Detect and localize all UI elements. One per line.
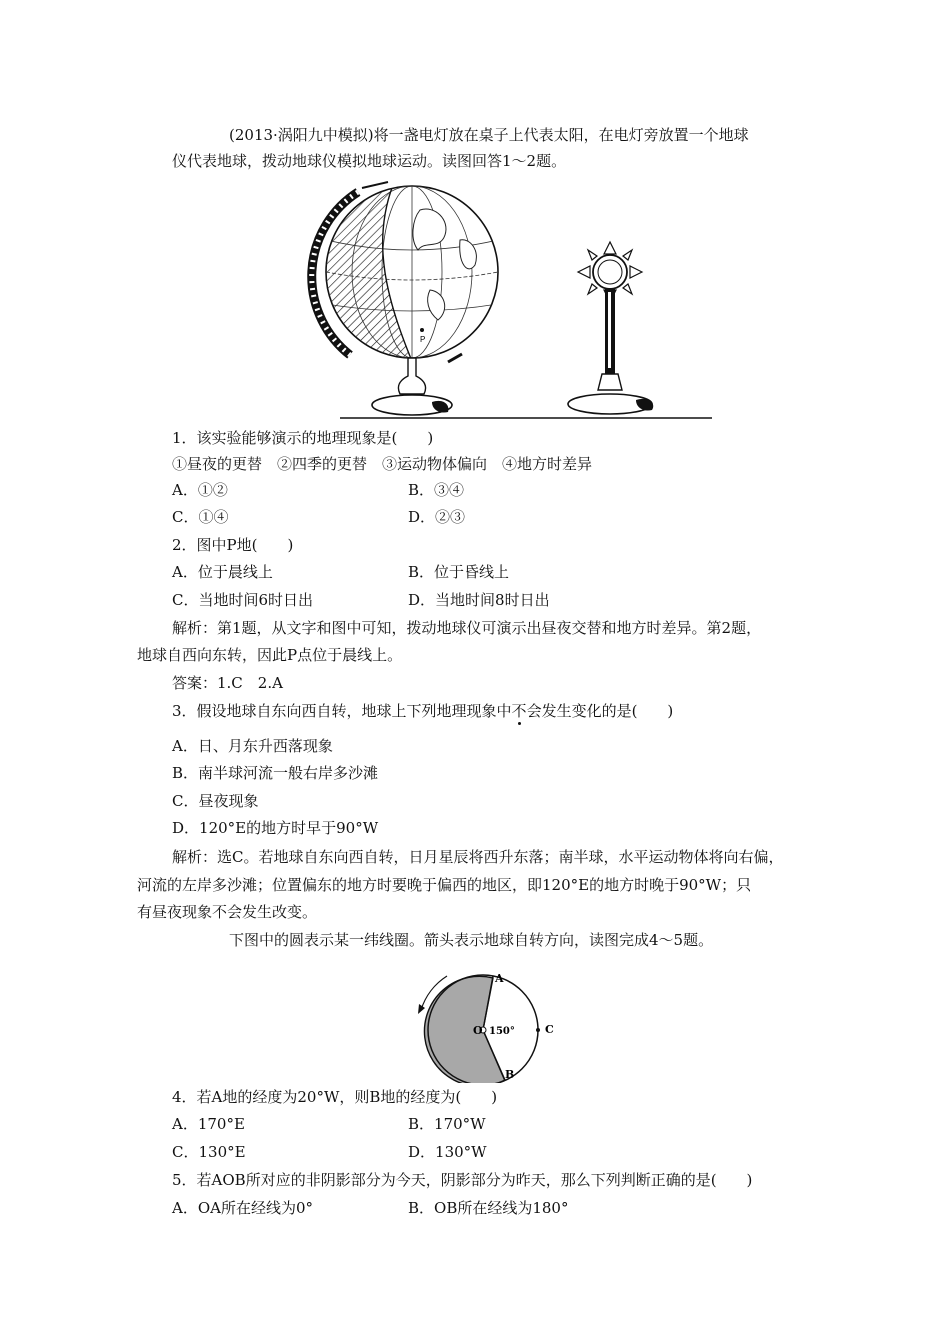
q3-option-d: D．120°E的地方时早于90°W	[172, 819, 379, 837]
q3-stem-emphasis: 不	[511, 702, 527, 720]
analysis1-line-2: 地球自西向东转，因此P点位于晨线上。	[137, 646, 403, 664]
lamp-sun-icon	[568, 242, 653, 414]
rotation-arrow-icon	[418, 1004, 425, 1014]
q1-option-b: B．③④	[408, 481, 465, 499]
q3-stem-after: 会发生变化的是( )	[526, 702, 674, 720]
q3-option-b: B．南半球河流一般右岸多沙滩	[172, 764, 379, 782]
q2-option-a: A．位于晨线上	[172, 563, 273, 581]
q1-option-d: D．②③	[408, 508, 466, 526]
q4-option-a: A．170°E	[172, 1115, 245, 1133]
intro-line-1: (2013·涡阳九中模拟)将一盏电灯放在桌子上代表太阳，在电灯旁放置一个地球	[229, 126, 749, 144]
q4-option-b: B．170°W	[408, 1115, 486, 1133]
globe-lamp-figure	[300, 180, 720, 425]
globe-icon	[312, 180, 498, 415]
q3-option-a: A．日、月东升西落现象	[172, 737, 333, 755]
answer-1: 答案：1.C 2.A	[172, 674, 283, 692]
analysis1-line-1: 解析：第1题，从文字和图中可知，拨动地球仪可演示出昼夜交替和地方时差异。第2题，	[172, 619, 762, 637]
q5-stem: 5．若AOB所对应的非阴影部分为今天，阴影部分为昨天，那么下列判断正确的是( )	[172, 1171, 753, 1189]
q1-stem: 1．该实验能够演示的地理现象是( )	[172, 429, 434, 447]
q2-option-b: B．位于昏线上	[408, 563, 510, 581]
label-c: C	[545, 1023, 554, 1036]
q1-option-a: A．①②	[172, 481, 228, 499]
intro-line-2: 仪代表地球，拨动地球仪模拟地球运动。读图回答1～2题。	[172, 152, 567, 170]
label-b: B	[505, 1068, 515, 1081]
angle-label: 150°	[489, 1026, 515, 1037]
analysis3-line-2: 河流的左岸多沙滩；位置偏东的地方时要晚于偏西的地区，即120°E的地方时晚于90°W；只	[137, 876, 752, 894]
q5-option-a: A．OA所在经线为0°	[172, 1199, 314, 1217]
analysis3-line-1: 解析：选C。若地球自东向西自转，日月星辰将西升东落；南半球，水平运动物体将向右偏，	[172, 848, 784, 866]
label-a: A	[495, 972, 504, 985]
q4-stem: 4．若A地的经度为20°W，则B地的经度为( )	[172, 1088, 498, 1106]
q5-option-b: B．OB所在经线为180°	[408, 1199, 569, 1217]
q3-stem	[172, 701, 673, 721]
q4-option-c: C．130°E	[172, 1143, 246, 1161]
q2-option-d: D．当地时间8时日出	[408, 591, 550, 609]
analysis3-line-3: 有昼夜现象不会发生改变。	[137, 903, 318, 921]
label-o: O	[473, 1024, 483, 1037]
q3-stem-before: 3．假设地球自东向西自转，地球上下列地理现象中	[172, 702, 512, 720]
latitude-circle-figure	[415, 968, 565, 1083]
q4-option-d: D．130°W	[408, 1143, 487, 1161]
q1-option-c: C．①④	[172, 508, 229, 526]
intro2: 下图中的圆表示某一纬线圈。箭头表示地球自转方向，读图完成4～5题。	[229, 931, 714, 949]
q1-items: ①昼夜的更替 ②四季的更替 ③运动物体偏向 ④地方时差异	[172, 455, 593, 473]
q2-stem: 2．图中P地( )	[172, 536, 294, 554]
point-p-label: P	[420, 335, 426, 344]
q3-option-c: C．昼夜现象	[172, 792, 259, 810]
q2-option-c: C．当地时间6时日出	[172, 591, 314, 609]
